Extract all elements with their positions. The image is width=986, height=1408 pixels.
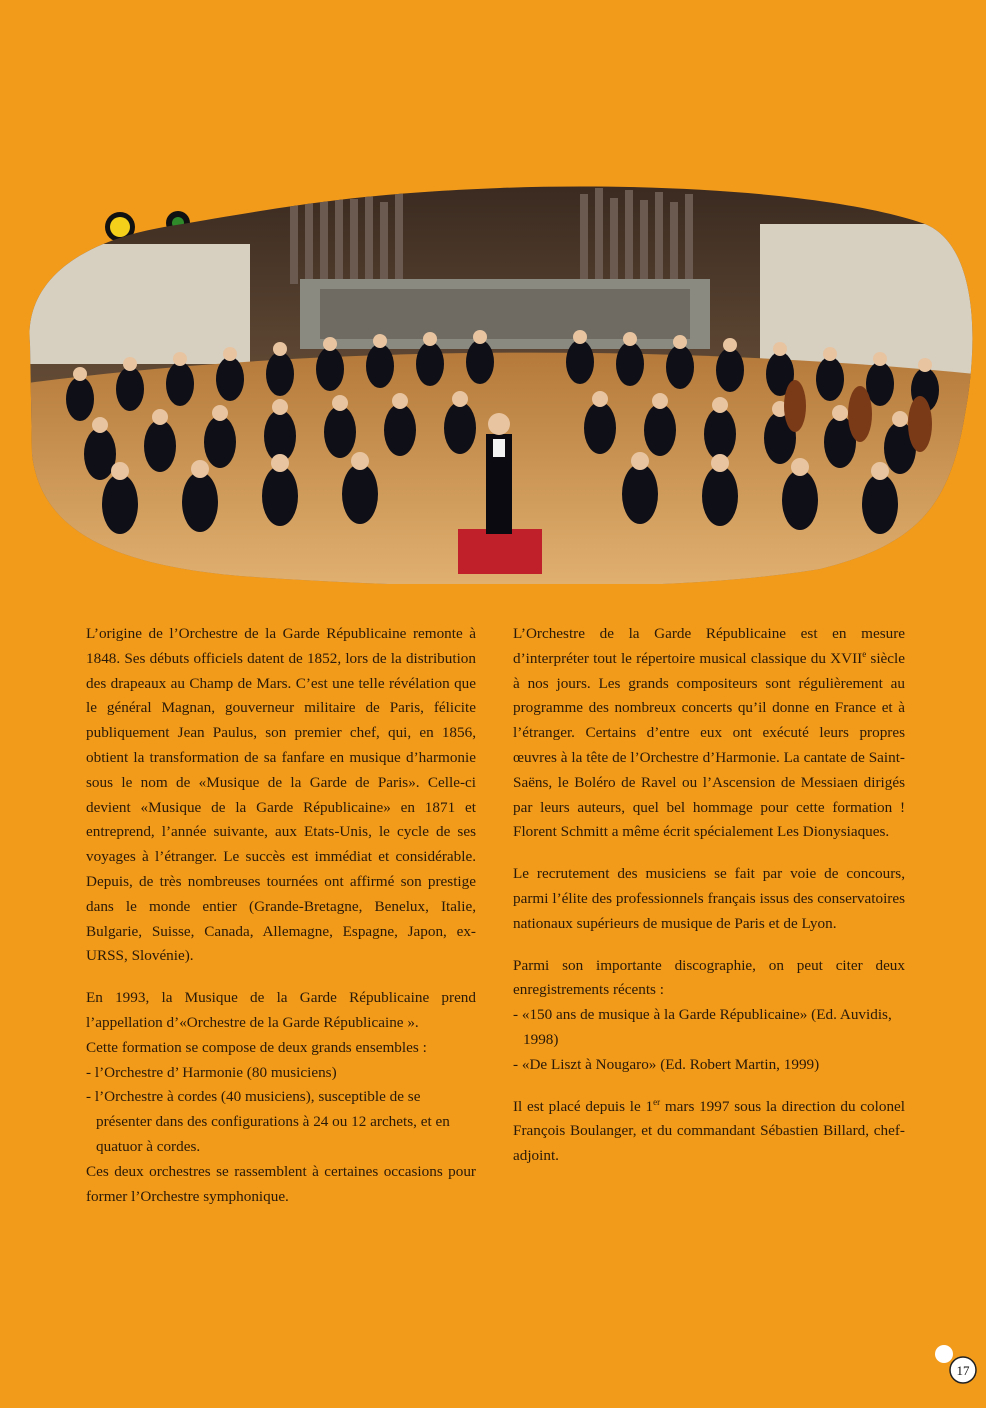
recruitment-paragraph: Le recrutement des musiciens se fait par voie de concours, parmi l’élite des professionnels français issus des conservatoires nationaux supérieurs de musique de Paris et de Lyon. [513,865,905,932]
discography-intro: Parmi son importante discographie, on peut citer deux enregistrements récents : [513,956,905,999]
renaming-paragraph: En 1993, la Musique de la Garde Républicaine prend l’appellation d’«Orchestre de la Garde Républicaine ». [86,989,476,1031]
ensembles-list [86,1061,476,1160]
left-text-column [86,622,476,1226]
orchestra-photo [20,184,975,584]
list-item: - l’Orchestre à cordes (40 musiciens), susceptible de se présenter dans des configurations à 24 ou 12 archets, et en quatuor à cordes. [86,1088,450,1155]
page-number-badge [930,1340,980,1390]
list-item: - l’Orchestre d’ Harmonie (80 musiciens) [86,1063,337,1081]
discography-list [513,1003,905,1077]
list-item: - «150 ans de musique à la Garde Républicaine» (Ed. Auvidis, 1998) [513,1006,892,1048]
list-item: - «De Liszt à Nougaro» (Ed. Robert Martin, 1999) [513,1055,820,1073]
ensembles-intro: Cette formation se compose de deux grands ensembles : [86,1038,427,1056]
history-paragraph: L’origine de l’Orchestre de la Garde Républicaine remonte à 1848. Ses débuts officiels datent de 1852, lors de la distribution des drapeaux au Champ de Mars. C’est une telle révélation que le général Magnan, gouverneur militaire de Paris, félicite publiquement Jean Paulus, son premier chef, qui, en 1856, obtient la transformation de sa fanfare en musique d’harmonie sous le nom de «Musique de la Garde de Paris». Celle-ci devient «Musique de la Garde Républicaine» en 1871 et entreprend, l’année suivante, aux Etats-Unis, le cycle de ses voyages à l’étranger. Le succès est immédiat et considérable. Depuis, de très nombreuses tournées ont affirmé son prestige dans le monde entier (Grande-Bretagne, Benelux, Italie, Bulgarie, Suisse, Canada, Allemagne, Espagne, Japon, ex-URSS, Slovénie). [86,625,476,965]
symphonic-paragraph: Ces deux orchestres se rassemblent à certaines occasions pour former l’Orchestre symphonique. [86,1162,476,1205]
direction-paragraph: Il est placé depuis le 1er mars 1997 sous la direction du colonel François Boulanger, et du commandant Sébastien Billard, chef-adjoint. [513,1096,905,1165]
right-text-column [513,622,905,1186]
page-number: 17 [956,1363,970,1378]
repertoire-paragraph: L’Orchestre de la Garde Républicaine est en mesure d’interpréter tout le répertoire musical classique du XVIIe siècle à nos jours. Les grands compositeurs sont régulièrement au programme des nombreux concerts qu’il donne en France et à l’étranger. Certains d’entre eux ont exécuté leurs propres œuvres à la tête de l’Orchestre d’Harmonie. La cantate de Saint-Saëns, le Boléro de Ravel ou l’Ascension de Messiaen dirigés par leurs auteurs, quel bel hommage pour cette formation ! Florent Schmitt a même écrit spécialement Les Dionysiaques. [513,625,905,841]
